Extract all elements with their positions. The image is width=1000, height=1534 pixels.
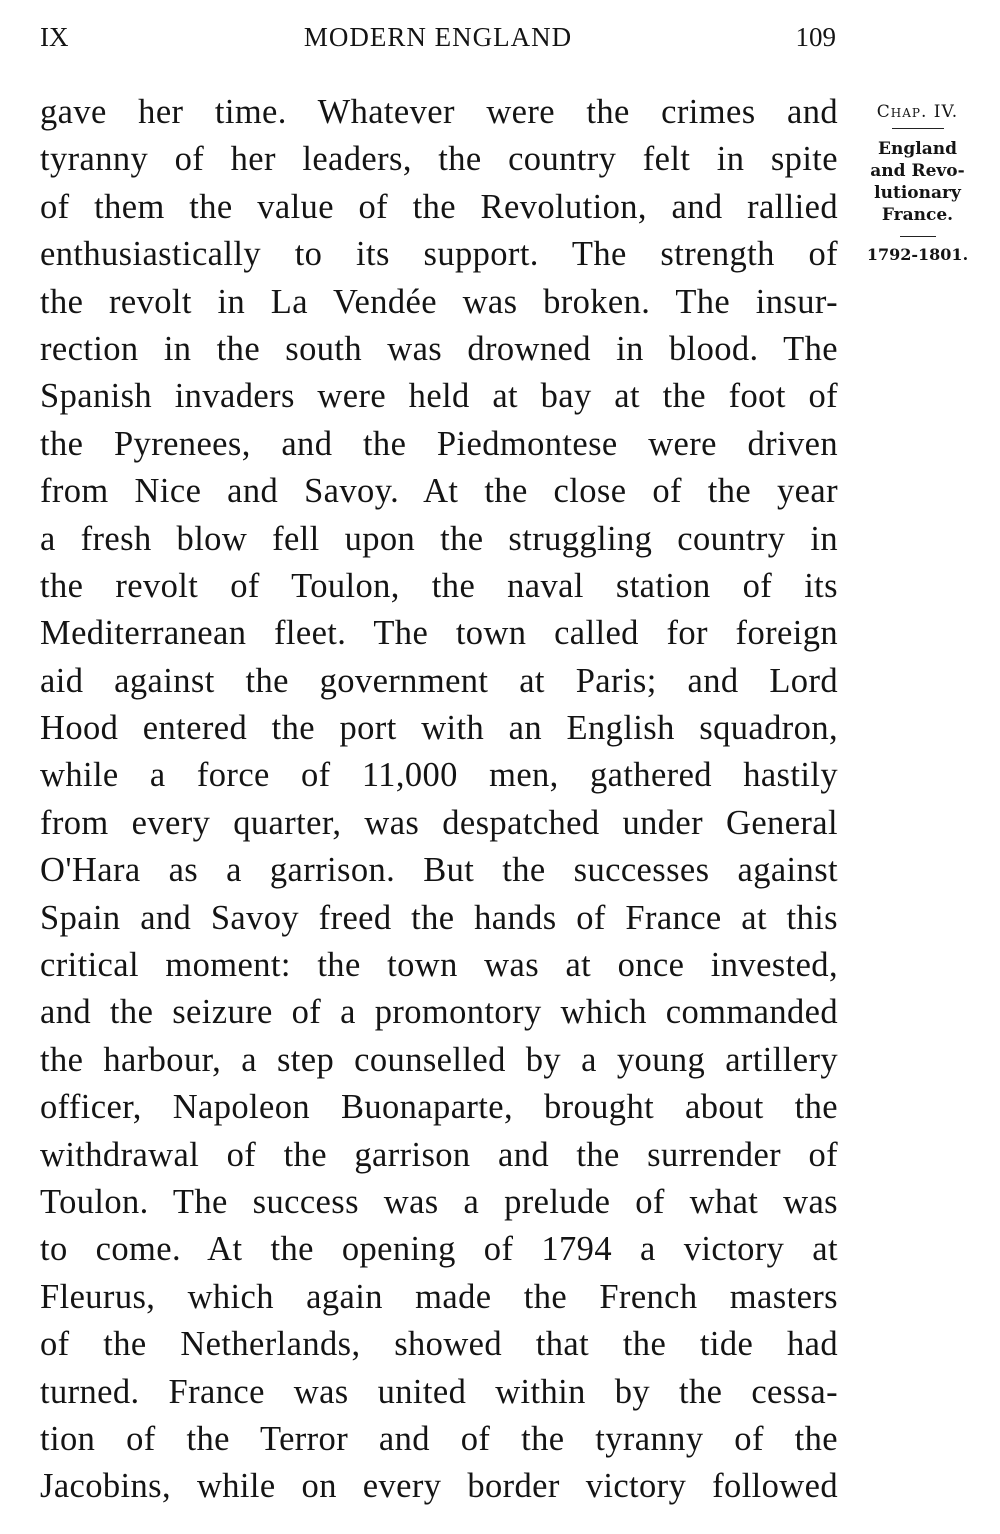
text-line: of the Netherlands, showed that the tide had <box>40 1325 838 1364</box>
text-line: the harbour, a step counselled by a young artillery <box>40 1040 838 1079</box>
text-line: a fresh blow fell upon the struggling country in <box>40 519 838 558</box>
chapter-numeral: IX <box>40 22 69 52</box>
text-line: and the seizure of a promontory which commanded <box>40 993 838 1032</box>
text-line: the revolt in La Vendée was broken. The insur- <box>40 282 838 321</box>
text-line: while a force of 11,000 men, gathered hastily <box>40 756 838 795</box>
text-line: Hood entered the port with an English squadron, <box>40 709 838 748</box>
text-line: rection in the south was drowned in blood. The <box>40 329 838 368</box>
text-line: to come. At the opening of 1794 a victory at <box>40 1230 838 1269</box>
marginal-topic-line: lutionary <box>874 183 961 203</box>
text-line: from Nice and Savoy. At the close of the year <box>40 472 838 511</box>
text-line: tyranny of her leaders, the country felt in spite <box>40 140 838 179</box>
marginal-topic-line: England <box>878 139 957 159</box>
text-line: enthusiastically to its support. The strength of <box>40 235 838 274</box>
marginal-topic-line: and Revo- <box>870 161 965 181</box>
text-line: Spanish invaders were held at bay at the foot of <box>40 377 838 416</box>
marginal-note <box>855 102 980 264</box>
text-line: officer, Napoleon Buonaparte, brought about the <box>40 1088 838 1127</box>
text-line: turned. France was united within by the cessa- <box>40 1372 838 1411</box>
text-line: Toulon. The success was a prelude of what was <box>40 1182 838 1221</box>
text-line: Spain and Savoy freed the hands of France at this <box>40 898 838 937</box>
marginal-years: 1792-1801. <box>866 245 969 264</box>
text-line: tion of the Terror and of the tyranny of the <box>40 1419 838 1458</box>
text-line: withdrawal of the garrison and the surrender of <box>40 1135 838 1174</box>
main-text-column <box>40 89 838 1511</box>
marginal-rule <box>900 236 936 237</box>
marginal-rule <box>892 128 944 129</box>
text-line: of them the value of the Revolution, and rallied <box>40 187 838 226</box>
text-line: Jacobins, while on every border victory followed <box>40 1467 838 1506</box>
running-header <box>40 22 836 56</box>
text-line: Fleurus, which again made the French masters <box>40 1277 838 1316</box>
text-line: from every quarter, was despatched under General <box>40 803 838 842</box>
marginal-chapter: Chap. IV. <box>876 102 959 122</box>
page-number: 109 <box>795 22 836 52</box>
text-line: gave her time. Whatever were the crimes and <box>40 93 838 131</box>
text-line: the revolt of Toulon, the naval station of its <box>40 566 838 605</box>
book-title: MODERN ENGLAND <box>303 22 573 52</box>
text-line: the Pyrenees, and the Piedmontese were driven <box>40 424 838 463</box>
marginal-topic-line: France. <box>881 205 954 225</box>
text-line: O'Hara as a garrison. But the successes against <box>40 851 838 890</box>
text-line: Mediterranean fleet. The town called for foreign <box>40 614 838 653</box>
text-line: aid against the government at Paris; and Lord <box>40 661 838 700</box>
marginal-topic <box>855 138 980 226</box>
text-line: critical moment: the town was at once invested, <box>40 946 838 985</box>
